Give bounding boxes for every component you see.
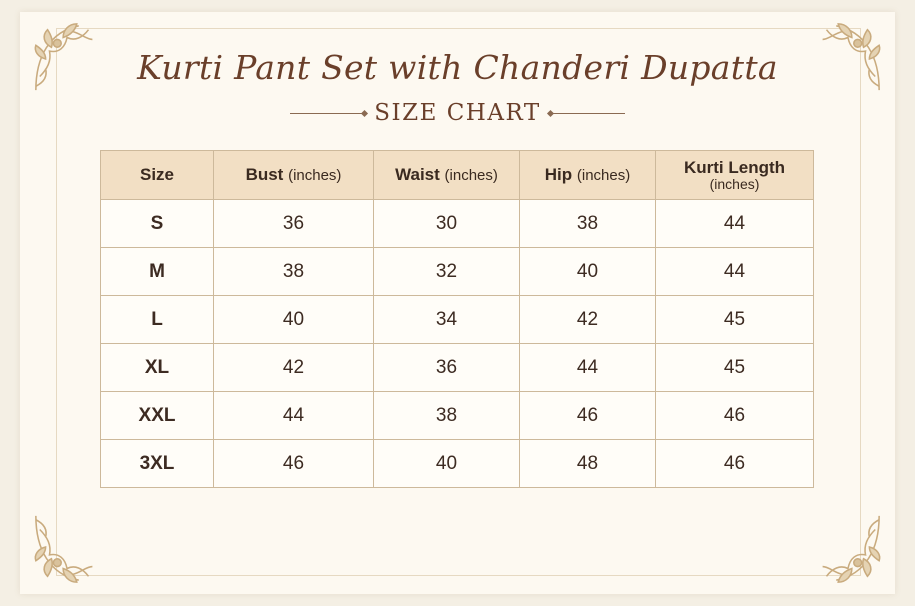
table-row — [101, 248, 814, 296]
cell-bust: 38 — [214, 248, 374, 296]
header-hip — [520, 151, 656, 200]
cell-length: 44 — [656, 248, 814, 296]
cell-hip: 40 — [520, 248, 656, 296]
table-row — [101, 440, 814, 488]
cell-bust: 36 — [214, 200, 374, 248]
cell-waist: 36 — [374, 344, 520, 392]
table-row — [101, 344, 814, 392]
header-length-label: Kurti Length — [683, 158, 786, 177]
header-bust-unit: (inches) — [288, 167, 342, 184]
header-size — [101, 151, 214, 200]
header-size-label: Size — [139, 165, 175, 184]
subtitle-row — [20, 98, 895, 128]
table-row — [101, 200, 814, 248]
cell-hip: 46 — [520, 392, 656, 440]
page-title: Kurti Pant Set with Chanderi Dupatta — [137, 48, 778, 87]
header-bust-label: Bust — [245, 165, 284, 184]
cell-bust: 44 — [214, 392, 374, 440]
cell-length: 45 — [656, 296, 814, 344]
divider-right — [551, 113, 625, 114]
header-length-unit: (inches) — [709, 176, 760, 192]
table-header-row — [101, 151, 814, 200]
cell-waist: 34 — [374, 296, 520, 344]
header-hip-unit: (inches) — [576, 167, 631, 184]
divider-left — [290, 113, 364, 114]
cell-hip: 44 — [520, 344, 656, 392]
floral-corner-ornament-icon — [807, 510, 885, 588]
cell-hip: 38 — [520, 200, 656, 248]
cell-waist: 40 — [374, 440, 520, 488]
header-kurti-length — [656, 151, 814, 200]
size-chart-table — [100, 150, 814, 488]
size-chart-card — [20, 12, 895, 594]
header-waist — [374, 151, 520, 200]
cell-bust: 46 — [214, 440, 374, 488]
cell-bust: 40 — [214, 296, 374, 344]
cell-length: 44 — [656, 200, 814, 248]
cell-length: 46 — [656, 392, 814, 440]
table-row — [101, 296, 814, 344]
cell-size: XXL — [101, 392, 214, 440]
cell-length: 45 — [656, 344, 814, 392]
cell-size: XL — [101, 344, 214, 392]
header-waist-unit: (inches) — [444, 167, 498, 184]
floral-corner-ornament-icon — [30, 510, 108, 588]
page-subtitle: SIZE CHART — [374, 100, 541, 126]
cell-hip: 42 — [520, 296, 656, 344]
cell-size: S — [101, 200, 214, 248]
cell-hip: 48 — [520, 440, 656, 488]
cell-size: M — [101, 248, 214, 296]
cell-waist: 30 — [374, 200, 520, 248]
table-row — [101, 392, 814, 440]
cell-waist: 38 — [374, 392, 520, 440]
cell-size: 3XL — [101, 440, 214, 488]
header-hip-label: Hip — [544, 165, 573, 184]
cell-size: L — [101, 296, 214, 344]
header-bust — [214, 151, 374, 200]
cell-length: 46 — [656, 440, 814, 488]
cell-waist: 32 — [374, 248, 520, 296]
header-waist-label: Waist — [395, 165, 440, 184]
cell-bust: 42 — [214, 344, 374, 392]
